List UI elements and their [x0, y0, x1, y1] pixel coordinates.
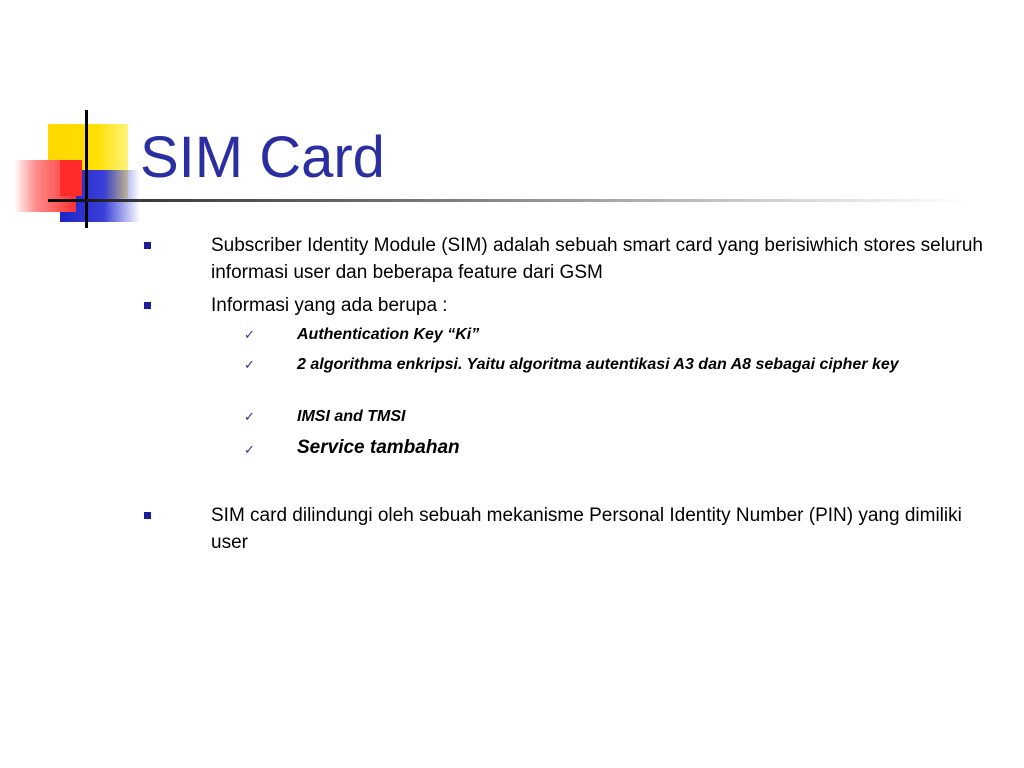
bullet-marker	[144, 512, 151, 519]
decoration-vertical-line	[85, 110, 88, 228]
sub-bullet-text: Service tambahan	[297, 437, 460, 458]
check-icon: ✓	[244, 409, 255, 424]
bullet-marker	[144, 242, 151, 249]
title-underline	[48, 199, 968, 202]
bullet-text: Subscriber Identity Module (SIM) adalah sebuah smart card yang berisiwhich stores seluruh informasi user dan beberapa feature dari GSM	[211, 235, 983, 283]
bullet-marker	[144, 302, 151, 309]
bullet-text: SIM card dilindungi oleh sebuah mekanisme Personal Identity Number (PIN) yang dimiliki user	[211, 505, 962, 553]
check-icon: ✓	[244, 442, 255, 457]
sub-bullet-text: 2 algorithma enkripsi. Yaitu algoritma autentikasi A3 dan A8 sebagai cipher key	[297, 356, 899, 373]
check-icon: ✓	[244, 327, 255, 342]
check-icon: ✓	[244, 357, 255, 372]
decoration-red-square-core	[60, 160, 82, 196]
sub-bullet-text: Authentication Key “Ki”	[297, 326, 480, 343]
slide-title: SIM Card	[140, 125, 385, 190]
bullet-text: Informasi yang ada berupa :	[211, 295, 448, 316]
sub-bullet-text: IMSI and TMSI	[297, 408, 406, 425]
